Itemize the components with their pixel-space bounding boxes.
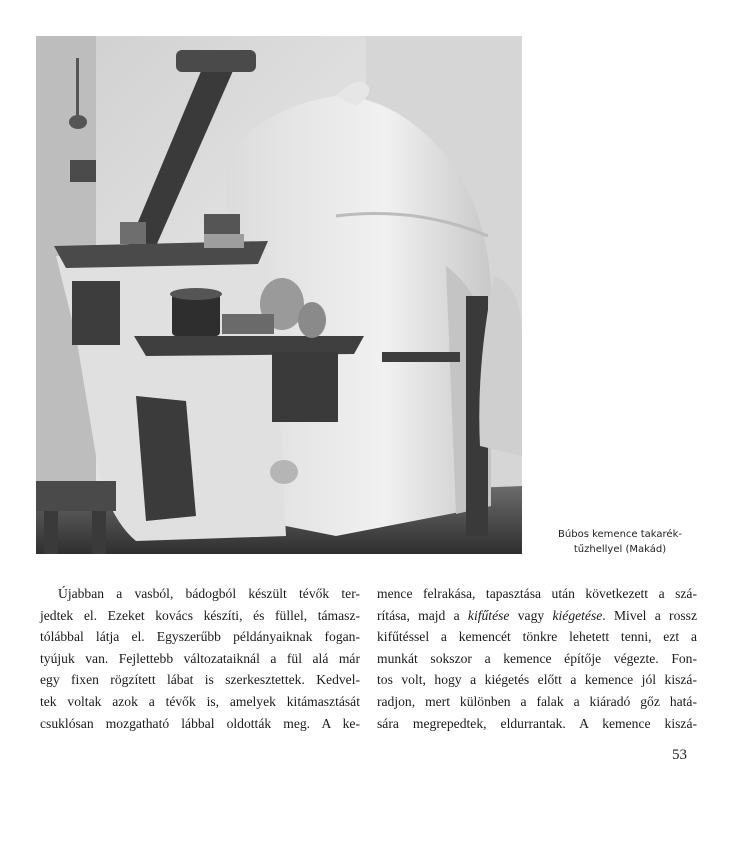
figure-caption xyxy=(535,527,705,557)
page-number: 53 xyxy=(672,747,687,763)
text-fragment: . Mivel a rossz xyxy=(602,607,697,623)
text-line: tólábbal látja el. Egyszerűbb példányaiknak fogan- xyxy=(40,629,360,645)
text-line: sára megrepedtek, eldurrantak. A kemence kiszá- xyxy=(377,715,697,731)
text-line: kifűtéssel a kemencét tönkre lehetett tenni, ezt a xyxy=(377,629,697,645)
text-line: tos volt, hogy a kiégetés előtt a kemence jól kiszá- xyxy=(377,672,697,688)
text-line: radjon, mert különben a falak a kiáradó gőz hatá- xyxy=(377,693,697,709)
text-line: mence felrakása, tapasztása után következett a szá- xyxy=(377,586,697,601)
text-line: munkát sokszor a kemence építője végezte. Fon- xyxy=(377,650,697,666)
text-column-left xyxy=(40,583,360,734)
text-line: tek voltak azok a tévők is, amelyek kitámasztását xyxy=(40,693,360,709)
kemence-photo xyxy=(36,36,522,554)
caption-line-2: tűzhellyel (Makád) xyxy=(573,544,667,555)
text-line: csuklósan mozgatható lábbal oldották meg. A ke- xyxy=(40,715,360,731)
text-fragment: vagy xyxy=(509,607,553,623)
text-line-with-emphasis xyxy=(377,605,697,627)
text-column-right xyxy=(377,583,697,734)
text-line: egy fixen rögzített lábat is szerkesztettek. Kedvel- xyxy=(40,672,360,688)
text-line: jedtek el. Ezeket kovács készíti, és füllel, támasz- xyxy=(40,607,360,623)
term-kifutese: kifűtése xyxy=(467,607,510,623)
term-kiegetese: kiégetése xyxy=(552,607,603,623)
text-line: Újabban a vasból, bádogból készült tévők ter- xyxy=(58,586,360,601)
text-fragment: rítása, majd a xyxy=(377,607,468,623)
caption-line-1: Búbos kemence takarék- xyxy=(558,529,682,540)
text-line: tyújuk van. Fejlettebb változataiknál a fül alá már xyxy=(40,650,360,666)
